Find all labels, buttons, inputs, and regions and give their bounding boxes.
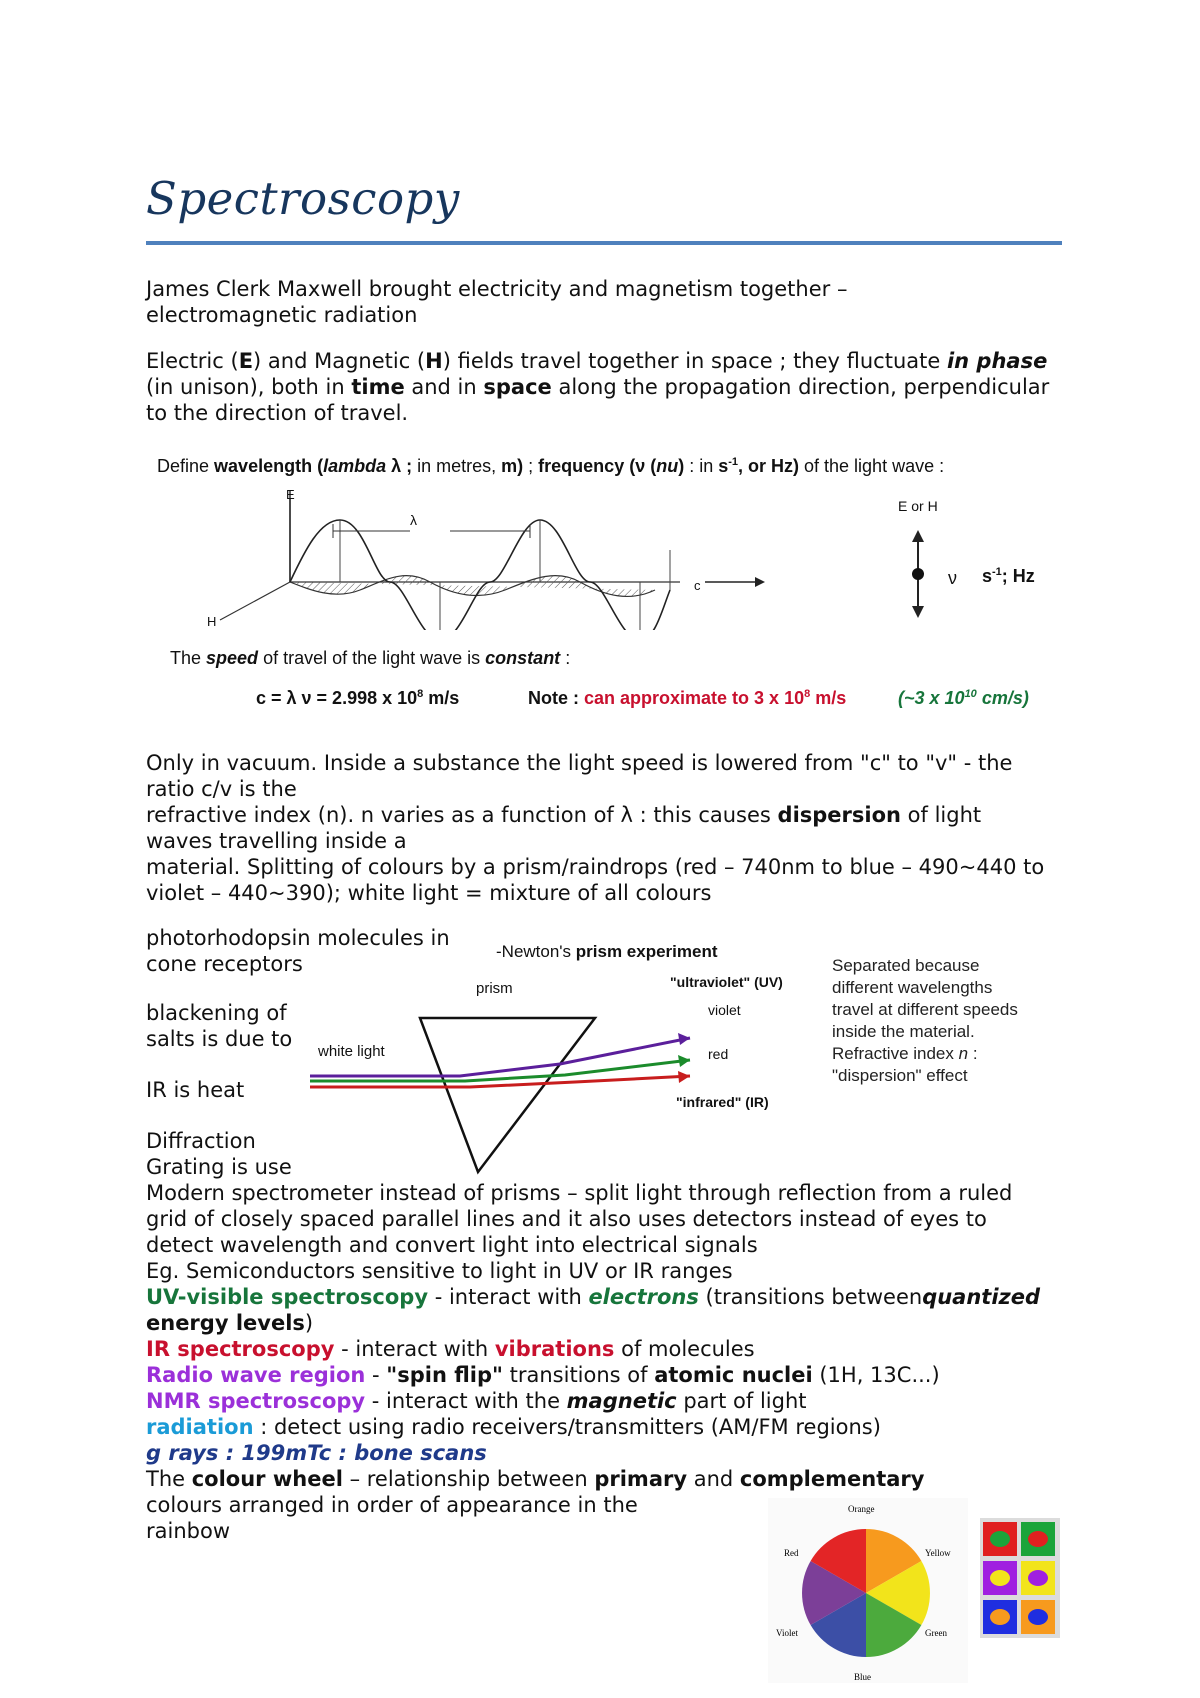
axis-h-label: H xyxy=(207,614,217,629)
prism-triangle xyxy=(420,1018,595,1172)
uv-label: "ultraviolet" (UV) xyxy=(670,974,783,990)
prism-label: prism xyxy=(476,980,513,997)
side-note-ir-heat: IR is heat xyxy=(146,1078,245,1102)
nu-label: ν xyxy=(948,568,957,588)
prism-figure-title: -Newton's prism experiment xyxy=(496,942,718,961)
side-note-photorhodopsin: photorhodopsin molecules in cone receptors xyxy=(146,926,450,976)
white-light-label: white light xyxy=(318,1043,385,1060)
speed-equation: c = λ ν = 2.998 x $10^8$ m/s xyxy=(256,688,460,708)
cell-blue xyxy=(983,1600,1017,1634)
wheel-label-yellow: Yellow xyxy=(925,1548,951,1558)
paragraph-maxwell: James Clerk Maxwell brought electricity and magnetism together – electromagnetic radiation xyxy=(146,277,848,327)
violet-label: violet xyxy=(708,1002,741,1018)
complementary-grid xyxy=(980,1518,1060,1638)
lambda-label: λ xyxy=(410,512,417,528)
speed-statement: The speed of travel of the light wave is constant : xyxy=(170,648,571,668)
frequency-units: $s^{-1}$; Hz xyxy=(982,566,1035,586)
paragraph-fields: Electric (E) and Magnetic (H) fields travel together in space ; they fluctuate in phase (in unison), both in time and in space along the propagation direction, perpendicular to the direction of travel. xyxy=(146,349,1050,425)
speed-note: Note : can approximate to 3 x $10^8$ m/s xyxy=(528,688,847,708)
wheel-label-violet: Violet xyxy=(776,1628,798,1638)
speed-approx-cms: (~3 x $10^{10}$ cm/s) xyxy=(898,688,1029,708)
violet-ray xyxy=(310,1038,690,1076)
wheel-label-blue: Blue xyxy=(854,1672,871,1682)
axis-e-label: E xyxy=(286,487,295,502)
title-underline xyxy=(146,241,1062,245)
wheel-label-orange: Orange xyxy=(848,1504,875,1514)
red-label: red xyxy=(708,1046,729,1062)
ir-label: "infrared" (IR) xyxy=(676,1094,769,1110)
prism-diagram xyxy=(300,1000,720,1180)
wheel-label-red: Red xyxy=(784,1548,799,1558)
wave-figure-heading: Define wavelength (lambda λ ; in metres, m) ; frequency (ν (nu) : in $s^{-1}$, or Hz) of the light wave : xyxy=(157,456,945,476)
page-title: Spectroscopy xyxy=(146,172,460,225)
body-text: Modern spectrometer instead of prisms – split light through reflection from a ruled grid of closely spaced parallel lines and it also uses detectors instead of eyes to detect wavelength and convert light into electrical signals Eg. Semiconductors sensitive to light in UV or IR ranges UV-visible spectroscopy - interact with electrons (transitions betweenquantized energy levels) IR spectroscopy - interact with vibrations of molecules Radio wave region - "spin flip" transitions of atomic nuclei (1H, 13C...) NMR spectroscopy - interact with the magnetic part of light radiation : detect using radio receivers/transmitters (AM/FM regions) g rays : 199mTc : bone scans The colour wheel – relationship between primary and complementary colours arranged in order of appearance in the rainbow xyxy=(146,1181,1041,1543)
side-note-blackening: blackening of salts is due to xyxy=(146,1001,293,1051)
colour-wheel xyxy=(768,1498,968,1683)
wheel-label-green: Green xyxy=(925,1628,947,1638)
oscillation-arrow xyxy=(906,528,930,620)
paragraph-refraction: Only in vacuum. Inside a substance the light speed is lowered from "c" to "v" - the ratio c/v is the refractive index (n). n varies as a function of λ : this causes dispersion of light waves travelling inside a material. Splitting of colours by a prism/raindrops (red – 740nm to blue – 490~440 to violet – 440~390); white light = mixture of all colours xyxy=(146,751,1045,905)
cell-purple xyxy=(983,1561,1017,1595)
cell-green xyxy=(1021,1522,1055,1556)
e-or-h-label: E or H xyxy=(898,498,938,514)
cell-yellow xyxy=(1021,1561,1055,1595)
cell-red xyxy=(983,1522,1017,1556)
cell-orange xyxy=(1021,1600,1055,1634)
dispersion-note: Separated because different wavelengths travel at different speeds inside the material. Refractive index n : "dispersion" effect xyxy=(832,956,1018,1085)
side-note-diffraction: Diffraction Grating is use xyxy=(146,1129,292,1179)
wave-diagram xyxy=(200,490,820,630)
c-label: c xyxy=(694,578,701,593)
